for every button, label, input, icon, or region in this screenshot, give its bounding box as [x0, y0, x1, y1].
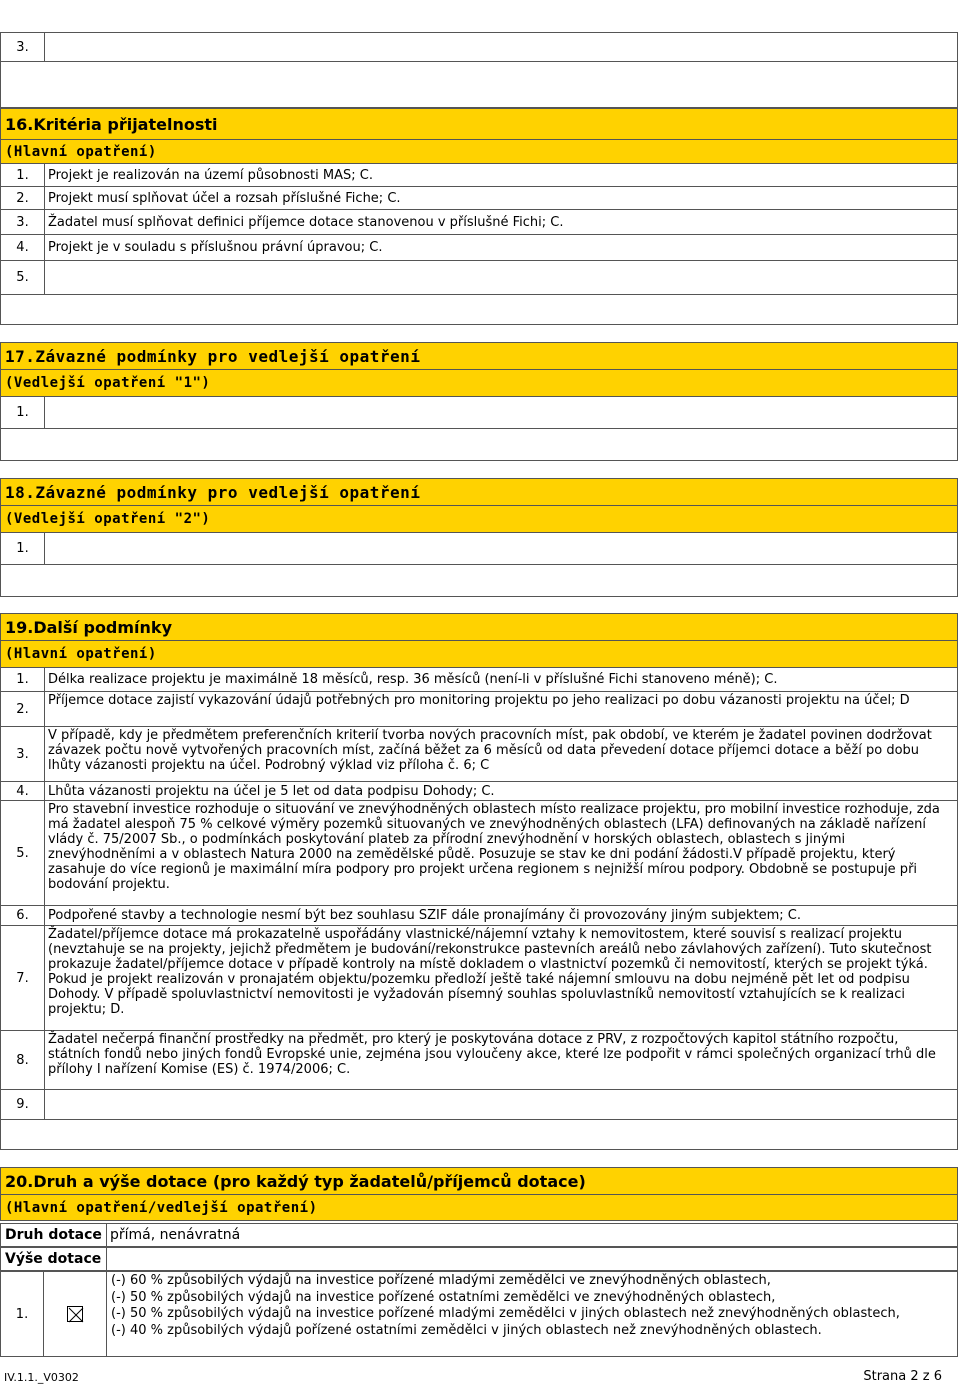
blank-row — [0, 429, 958, 461]
list-row: 5. — [0, 261, 958, 295]
list-row: 7. Žadatel/příjemce dotace má prokazatelně uspořádány vlastnické/nájemní vztahy k nemovitostem, které souvisí s realizací projektu (nevztahuje se na projekty, jejichž předmětem je budování/rekonstrukce pastevních areálů nebo závlahových zařízení). Tuto skutečnost prokazuje žadatel/příjemce dotace v případě kontroly na místě dokladem o vlastnictví pozemků či nemovitostí, kterých se projekt týká. Pokud je projekt realizován v pronajatém objektu/pozemku předloží ještě také nájemní smlouvu na dobu nejméně pět let od podpisu Dohody. V případě spoluvlastnictví nemovitosti je vyžadován písemný souhlas spoluvlastníků nemovitostí vztahujících se k realizaci projektu; D. — [0, 926, 958, 1031]
vyse-dotace-label: Výše dotace — [0, 1247, 107, 1271]
list-row: 1. — [0, 397, 958, 429]
vyse-line: (-) 40 % způsobilých výdajů pořízené ostatními zemědělci v jiných oblastech než znevýhodněných oblastech. — [111, 1322, 822, 1338]
list-row: 1. Délka realizace projektu je maximálně 18 měsíců, resp. 36 měsíců (není-li v příslušné Fichi stanoveno méně); C. — [0, 668, 958, 692]
druh-dotace-value: přímá, nenávratná — [106, 1223, 958, 1247]
row-number: 1. — [0, 1271, 44, 1357]
section-18-subtitle: (Vedlejší opatření "2") — [0, 506, 958, 533]
vyse-line: (-) 50 % způsobilých výdajů na investice pořízené mladými zemědělci v jiných oblastech než znevýhodněných oblastech, — [111, 1306, 900, 1321]
section-20-subtitle: (Hlavní opatření/vedlejší opatření) — [0, 1195, 958, 1221]
row-number: 3. — [1, 33, 45, 61]
list-row: 9. — [0, 1090, 958, 1120]
druh-dotace-label: Druh dotace — [0, 1223, 107, 1247]
list-row: 2. Projekt musí splňovat účel a rozsah příslušné Fiche; C. — [0, 187, 958, 210]
vyse-line: (-) 50 % způsobilých výdajů na investice pořízené ostatními zemědělci ve znevýhodněných oblastech, — [111, 1289, 776, 1305]
blank-row — [0, 1120, 958, 1150]
cross-mark-icon — [68, 1307, 84, 1323]
section-16-subtitle: (Hlavní opatření) — [0, 140, 958, 164]
list-row: 4. Lhůta vázanosti projektu na účel je 5 let od data podpisu Dohody; C. — [0, 782, 958, 801]
list-row: 5. Pro stavební investice rozhoduje o situování ve znevýhodněných oblastech místo realizace projektu, pro mobilní investice rozhoduje, zda má žadatel alespoň 75 % celkové výměry pozemků situovaných ve znevýhodněných oblastech (LFA) definovaných na základě nařízení vlády č. 75/2007 Sb., o podmínkách poskytování plateb za přírodní znevýhodnění v horských oblastech, oblastech s jinými znevýhodněními a v oblastech Natura 2000 na zemědělské půdě. Posuzuje se stav ke dni podání žádosti.V případě projektu, který zasahuje do více regionů je maximální míra podpory pro projekt určena regionem s nejnižší mírou podpory. Obdobně se postupuje při bodování projektu. — [0, 801, 958, 906]
section-20-title: 20.Druh a výše dotace (pro každý typ žadatelů/příjemců dotace) — [0, 1167, 958, 1195]
footer-page-number: Strana 2 z 6 — [863, 1369, 942, 1384]
vyse-dotace-value — [106, 1247, 958, 1271]
list-row: 4. Projekt je v souladu s příslušnou právní úpravou; C. — [0, 235, 958, 261]
list-row: 8. Žadatel nečerpá finanční prostředky na předmět, pro který je poskytována dotace z PRV, z rozpočtových kapitol státního rozpočtu, státních fondů nebo jiných fondů Evropské unie, zejména jsou vyloučeny akce, které lze podpořit v rámci společných organizací trhů dle přílohy I nařízení Komise (ES) č. 1974/2006; C. — [0, 1031, 958, 1090]
checkbox-cell — [43, 1271, 107, 1357]
list-row — [0, 32, 958, 62]
list-row: 1. — [0, 533, 958, 565]
vyse-line: (-) 60 % způsobilých výdajů na investice pořízené mladými zemědělci ve znevýhodněných oblastech, — [111, 1273, 771, 1288]
list-row: 2. Příjemce dotace zajistí vykazování údajů potřebných pro monitoring projektu po jeho realizaci po dobu vázanosti projektu na účel; D — [0, 692, 958, 727]
section-19-title: 19.Další podmínky — [0, 613, 958, 641]
section-17-title: 17.Závazné podmínky pro vedlejší opatření — [0, 342, 958, 370]
section-18-title: 18.Závazné podmínky pro vedlejší opatření — [0, 478, 958, 506]
blank-row — [0, 62, 958, 108]
vyse-dotace-lines — [106, 1271, 958, 1357]
section-16-title: 16.Kritéria přijatelnosti — [0, 108, 958, 140]
blank-row — [0, 565, 958, 597]
blank-row — [0, 295, 958, 325]
list-row: 3. V případě, kdy je předmětem preferenčních kriterií tvorba nových pracovních míst, pak období, ve kterém je žadatel povinen dodržovat závazek počtu nově vytvořených pracovních míst, začíná běžet za 6 měsíců od data převedení dotace příjemci dotace a běží po dobu lhůty vázanosti projektu na účel. Podrobný výklad viz příloha č. 6; C — [0, 727, 958, 782]
footer-code: IV.1.1._V0302 — [4, 1371, 79, 1384]
checked-box-icon[interactable] — [67, 1306, 83, 1322]
list-row: 6. Podpořené stavby a technologie nesmí být bez souhlasu SZIF dále pronajímány či provozovány jiným subjektem; C. — [0, 906, 958, 926]
list-row: 3. Žadatel musí splňovat definici příjemce dotace stanovenou v příslušné Fichi; C. — [0, 210, 958, 235]
list-row: 1. Projekt je realizován na území působnosti MAS; C. — [0, 164, 958, 187]
section-17-subtitle: (Vedlejší opatření "1") — [0, 370, 958, 397]
section-19-subtitle: (Hlavní opatření) — [0, 641, 958, 668]
